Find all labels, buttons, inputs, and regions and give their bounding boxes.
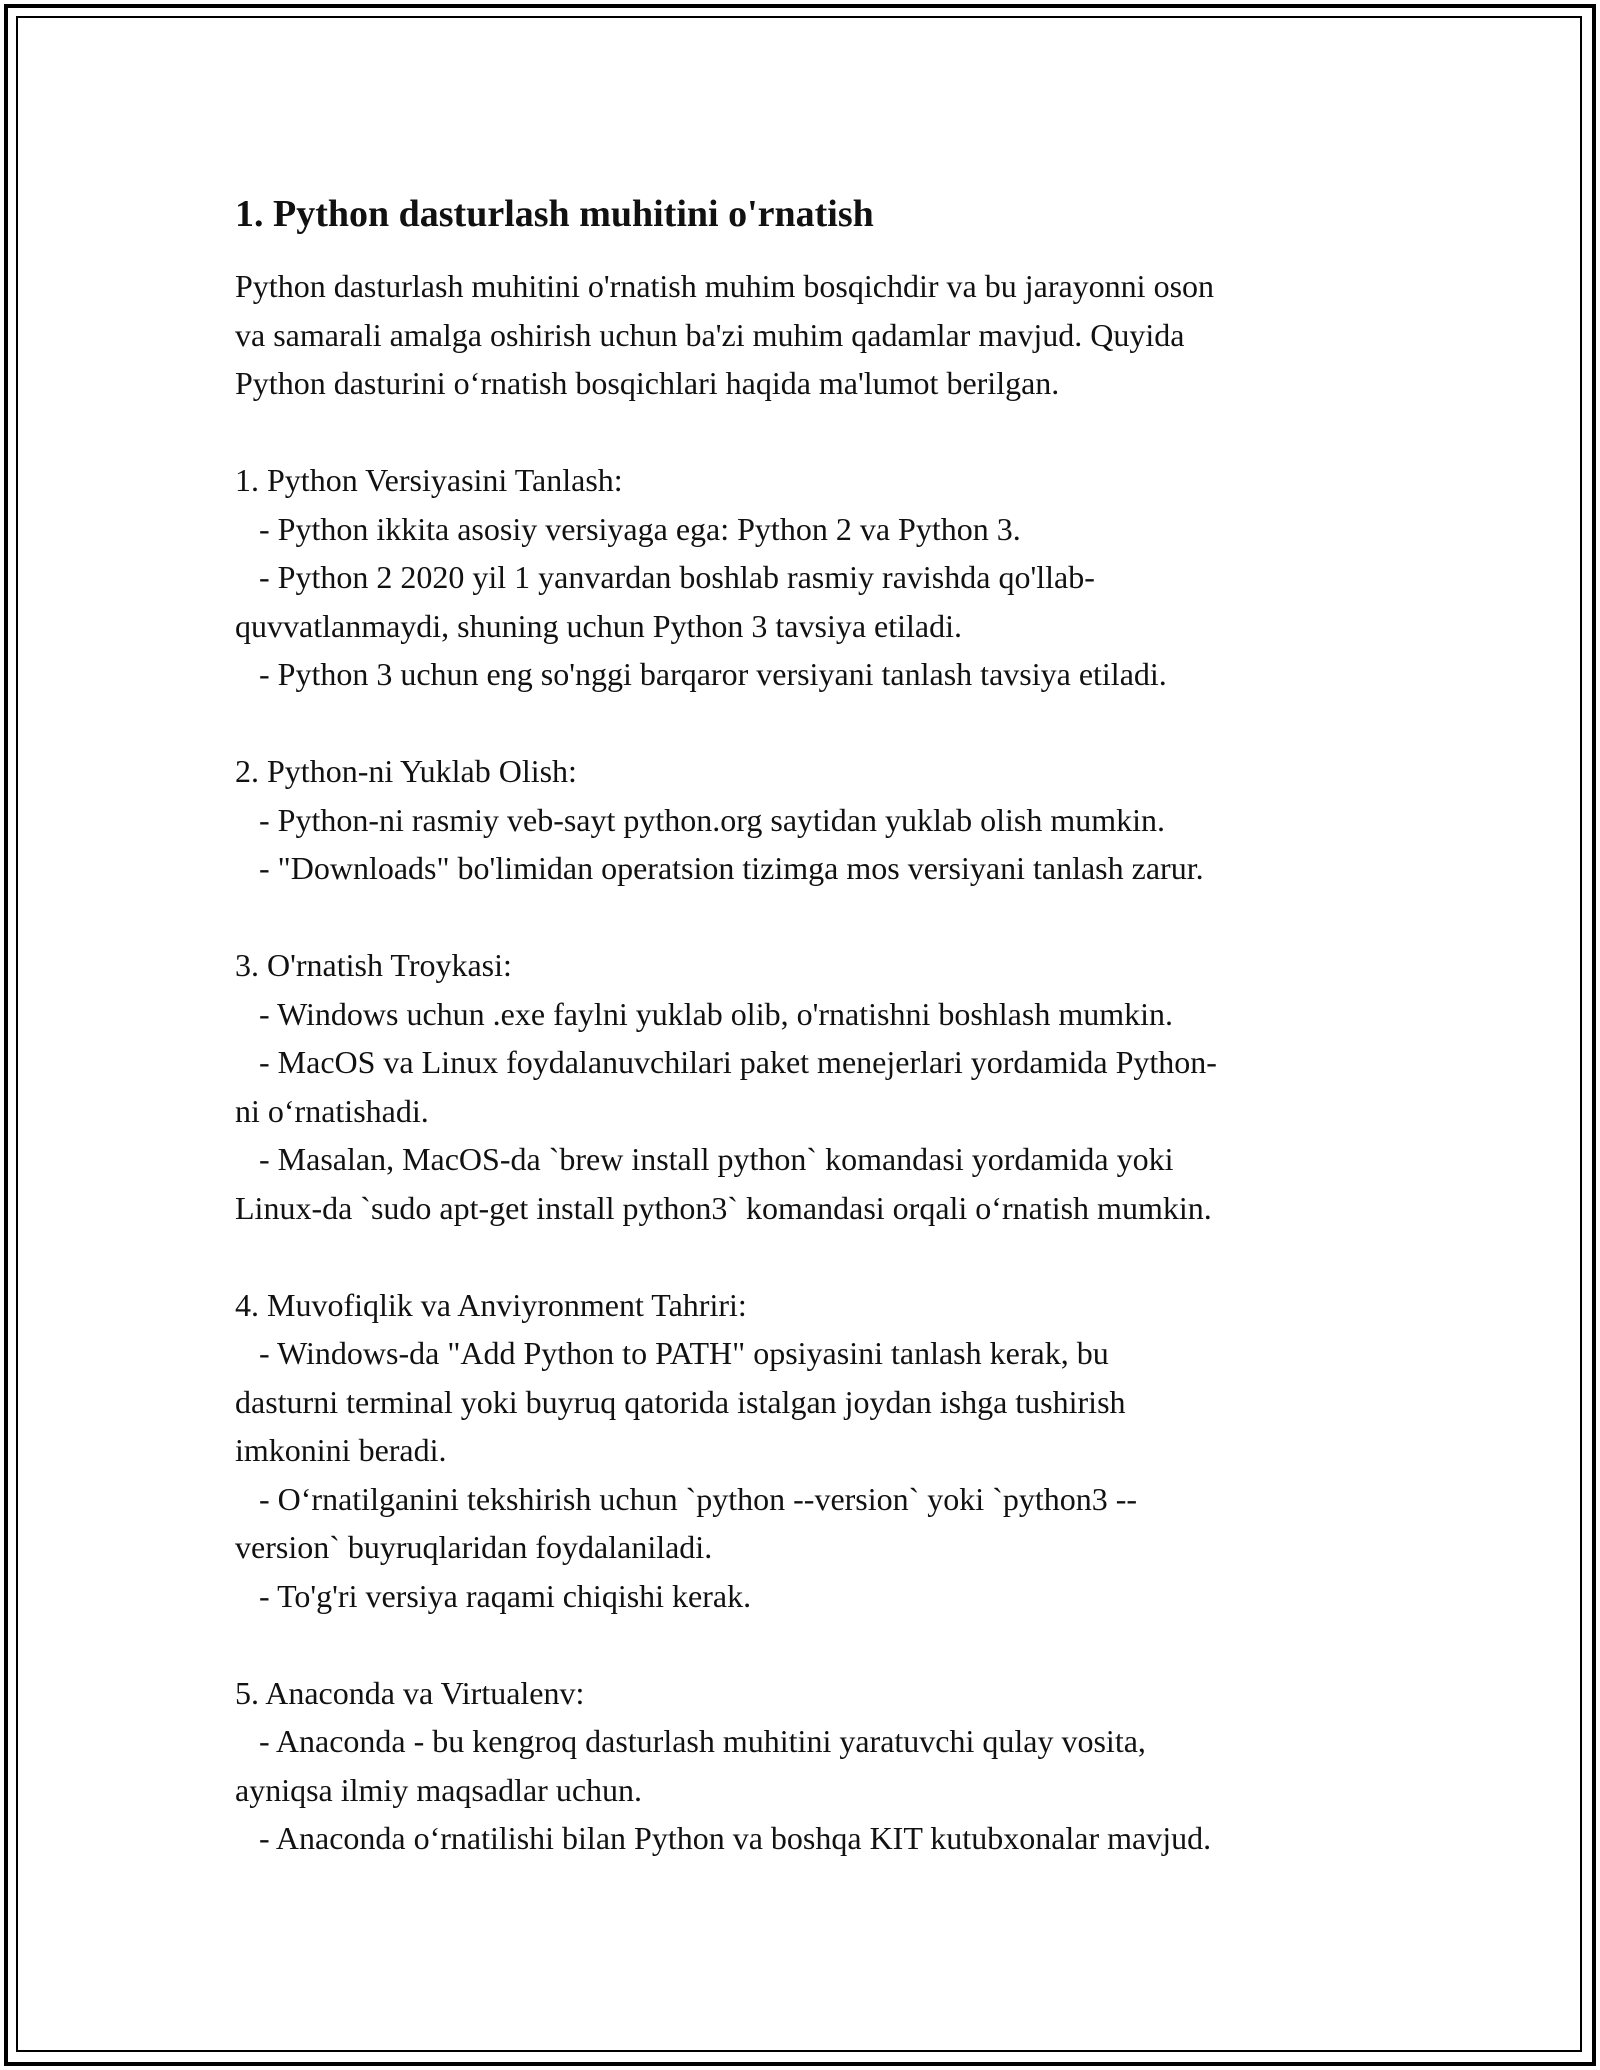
intro-line: Python dasturlash muhitini o'rnatish muhim bosqichdir va bu jarayonni oson [235,268,1215,304]
section-heading: 2. Python-ni Yuklab Olish: [235,753,577,789]
section-heading: 3. O'rnatish Troykasi: [235,947,512,983]
section-line: - Anaconda - bu kengroq dasturlash muhitini yaratuvchi qulay vosita, [235,1723,1146,1759]
section-line: - Python 3 uchun eng so'nggi barqaror versiyani tanlash tavsiya etiladi. [235,656,1167,692]
section-heading: 4. Muvofiqlik va Anviyronment Tahriri: [235,1286,747,1323]
section-line: ni o‘rnatishadi. [235,1092,429,1129]
document-body [235,186,1385,1863]
intro-paragraph [235,262,1385,408]
spacer [235,1620,1385,1669]
spacer [235,893,1385,942]
section-3 [235,941,1385,1232]
section-line: - To'g'ri versiya raqami chiqishi kerak. [235,1577,752,1614]
section-line: - Windows-da "Add Python to PATH" opsiyasini tanlash kerak, bu [235,1335,1109,1371]
sections [235,408,1385,1863]
spacer [235,699,1385,748]
section-line: - Anaconda o‘rnatilishi bilan Python va boshqa KIT kutubxonalar mavjud. [235,1820,1212,1856]
section-line: - Masalan, MacOS-da `brew install python` komandasi yordamida yoki [235,1141,1174,1177]
section-1 [235,456,1385,699]
spacer [235,408,1385,457]
section-line: Linux-da `sudo apt-get install python3` komandasi orqali o‘rnatish mumkin. [235,1189,1212,1226]
intro-line: va samarali amalga oshirish uchun ba'zi muhim qadamlar mavjud. Quyida [235,316,1185,353]
section-line: dasturni terminal yoki buyruq qatorida istalgan joydan ishga tushirish [235,1383,1126,1420]
section-line: quvvatlanmaydi, shuning uchun Python 3 tavsiya etiladi. [235,607,963,644]
section-line: - "Downloads" bo'limidan operatsion tizimga mos versiyani tanlash zarur. [235,850,1204,886]
section-line: - Windows uchun .exe faylni yuklab olib, o'rnatishni boshlash mumkin. [235,995,1173,1032]
intro-line: Python dasturini o‘rnatish bosqichlari haqida ma'lumot berilgan. [235,365,1060,401]
spacer [235,1232,1385,1281]
section-line: - Python 2 2020 yil 1 yanvardan boshlab rasmiy ravishda qo'llab- [235,559,1095,595]
section-heading: 1. Python Versiyasini Tanlash: [235,462,623,498]
section-heading: 5. Anaconda va Virtualenv: [235,1674,585,1711]
section-line: version` buyruqlaridan foydalaniladi. [235,1529,713,1565]
section-line: ayniqsa ilmiy maqsadlar uchun. [235,1771,643,1808]
section-line: - Python-ni rasmiy veb-sayt python.org saytidan yuklab olish mumkin. [235,801,1165,838]
section-5 [235,1669,1385,1863]
document-title: 1. Python dasturlash muhitini o'rnatish [235,193,874,235]
section-line: - MacOS va Linux foydalanuvchilari paket menejerlari yordamida Python- [235,1044,1217,1080]
section-4 [235,1281,1385,1621]
section-line: imkonini beradi. [235,1432,447,1468]
section-line: - O‘rnatilganini tekshirish uchun `python --version` yoki `python3 -- [235,1480,1138,1517]
section-line: - Python ikkita asosiy versiyaga ega: Python 2 va Python 3. [235,510,1021,547]
section-2 [235,747,1385,893]
